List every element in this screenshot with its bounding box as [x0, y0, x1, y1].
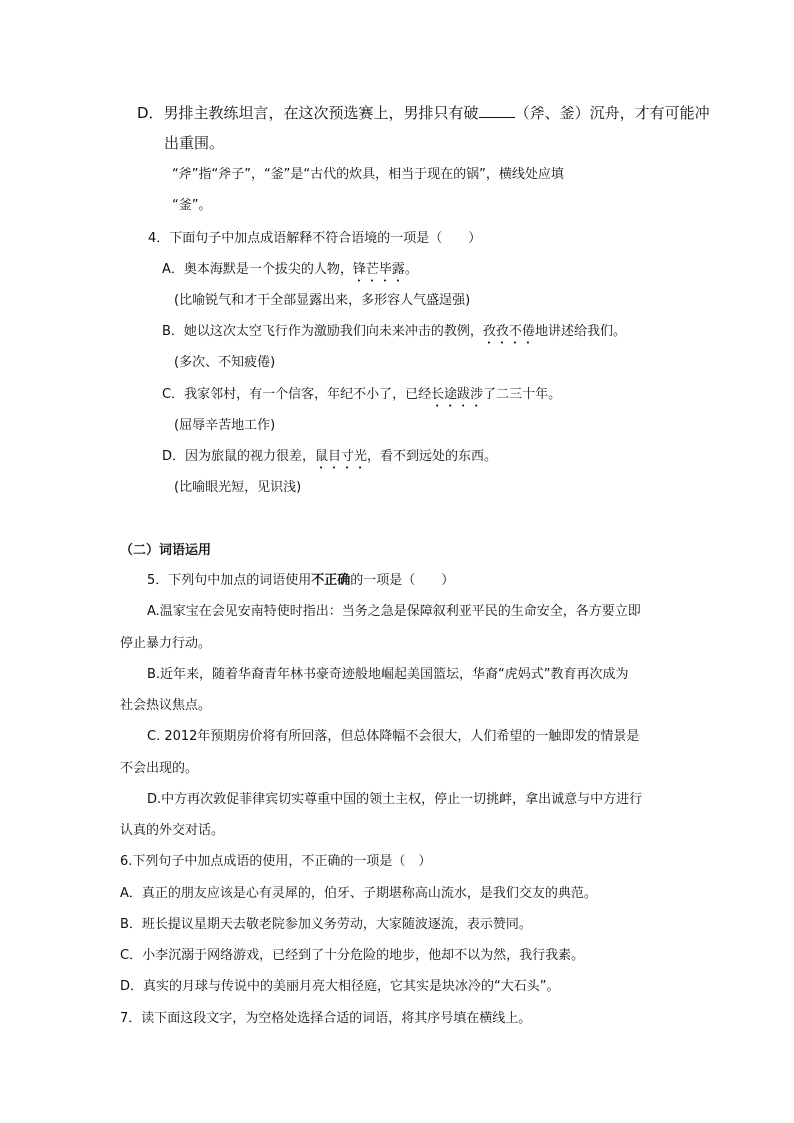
q4-option-a	[162, 260, 418, 285]
q6-stem: 6.下列句子中加点成语的使用，不正确的一项是（ ）	[120, 854, 432, 869]
q7-stem: 7．读下面这段文字，为空格处选择合适的词语，将其序号填在横线上。	[120, 1011, 532, 1026]
q4-option-d	[162, 447, 497, 472]
q4c-post: 了二三十年。	[483, 387, 562, 402]
section-heading: （二）词语运用	[120, 543, 212, 558]
q4-option-d-explanation: (比喻眼光短，见识浅)	[174, 480, 302, 495]
q4-option-c-explanation: (屈辱辛苦地工作)	[174, 418, 276, 433]
q3-option-d-line1	[137, 103, 710, 123]
q4d-idiom: 鼠目寸光	[315, 449, 368, 464]
q5-stem-post: 的一项是（ ）	[350, 573, 455, 588]
q5-stem-bold: 不正确	[311, 573, 351, 588]
q4-stem: 4．下面句子中加点成语解释不符合语境的一项是（ ）	[148, 231, 482, 246]
q4b-post: 地讲述给我们。	[534, 324, 626, 339]
q4c-idiom: 长途跋涉	[431, 387, 484, 402]
q5-option-a-line1: A.温家宝在会见安南特使时指出：当务之急是保障叙利亚平民的生命安全，各方要立即	[147, 604, 641, 619]
q5-option-b-line2: 社会热议焦点。	[120, 698, 212, 713]
q5-option-b-line1: B.近年来，随着华裔青年林书豪奇迹般地崛起美国篮坛，华裔“虎妈式”教育再次成为	[147, 667, 629, 682]
q6-option-b: B．班长提议星期天去敬老院参加义务劳动，大家随波逐流，表示赞同。	[120, 917, 532, 932]
q3-note-line1: “斧”指“斧子”，“釜”是“古代的炊具，相当于现在的锅”，横线处应填	[172, 167, 564, 182]
q3d-text-post: （斧、釜）沉舟，才有可能冲	[514, 104, 710, 122]
q4-option-b-explanation: (多次、不知疲倦)	[174, 355, 276, 370]
q5-option-d-line1: D.中方再次敦促菲律宾切实尊重中国的领土主权，停止一切挑衅，拿出诚意与中方进行	[147, 792, 643, 807]
q4-option-a-explanation: (比喻锐气和才干全部显露出来，多形容人气盛逞强)	[174, 293, 471, 308]
q4a-idiom: 锋芒毕露	[352, 262, 405, 277]
q5-option-a-line2: 停止暴力行动。	[120, 636, 212, 651]
q5-option-c-line1: C. 2012年预期房价将有所回落，但总体降幅不会很大，人们希望的一触即发的情景是	[147, 729, 640, 744]
q4-option-b	[162, 322, 626, 347]
q4d-pre: D．因为旅鼠的视力很差，	[162, 449, 316, 464]
q4d-post: ，看不到远处的东西。	[367, 449, 498, 464]
q5-stem-pre: 5．下列句中加点的词语使用	[147, 573, 312, 588]
q6-option-d: D．真实的月球与传说中的美丽月亮大相径庭，它其实是块冰冷的“大石头”。	[120, 979, 560, 994]
q4a-pre: A．奥本海默是一个拔尖的人物，	[162, 262, 353, 277]
q4b-pre: B．她以这次太空飞行作为激励我们向未来冲击的教例，	[162, 324, 483, 339]
q6-option-c: C．小李沉溺于网络游戏，已经到了十分危险的地步，他却不以为然，我行我素。	[120, 948, 585, 963]
q3-note-line2: “釜”。	[172, 198, 212, 213]
answer-blank	[479, 103, 515, 118]
q4b-idiom: 孜孜不倦	[482, 324, 535, 339]
q6-option-a: A．真正的朋友应该是心有灵犀的，伯牙、子期堪称高山流水，是我们交友的典范。	[120, 886, 597, 901]
q4a-post: 。	[404, 262, 418, 277]
q5-option-d-line2: 认真的外交对话。	[120, 823, 225, 838]
q5-option-c-line2: 不会出现的。	[120, 761, 199, 776]
q3d-text-pre: D．男排主教练坦言，在这次预选赛上，男排只有破	[137, 104, 479, 122]
q4c-pre: C．我家邻村，有一个信客，年纪不小了，已经	[162, 387, 432, 402]
q4-option-c	[162, 385, 561, 410]
q5-stem	[147, 571, 454, 591]
q3-option-d-line2: 出重围。	[164, 134, 225, 152]
